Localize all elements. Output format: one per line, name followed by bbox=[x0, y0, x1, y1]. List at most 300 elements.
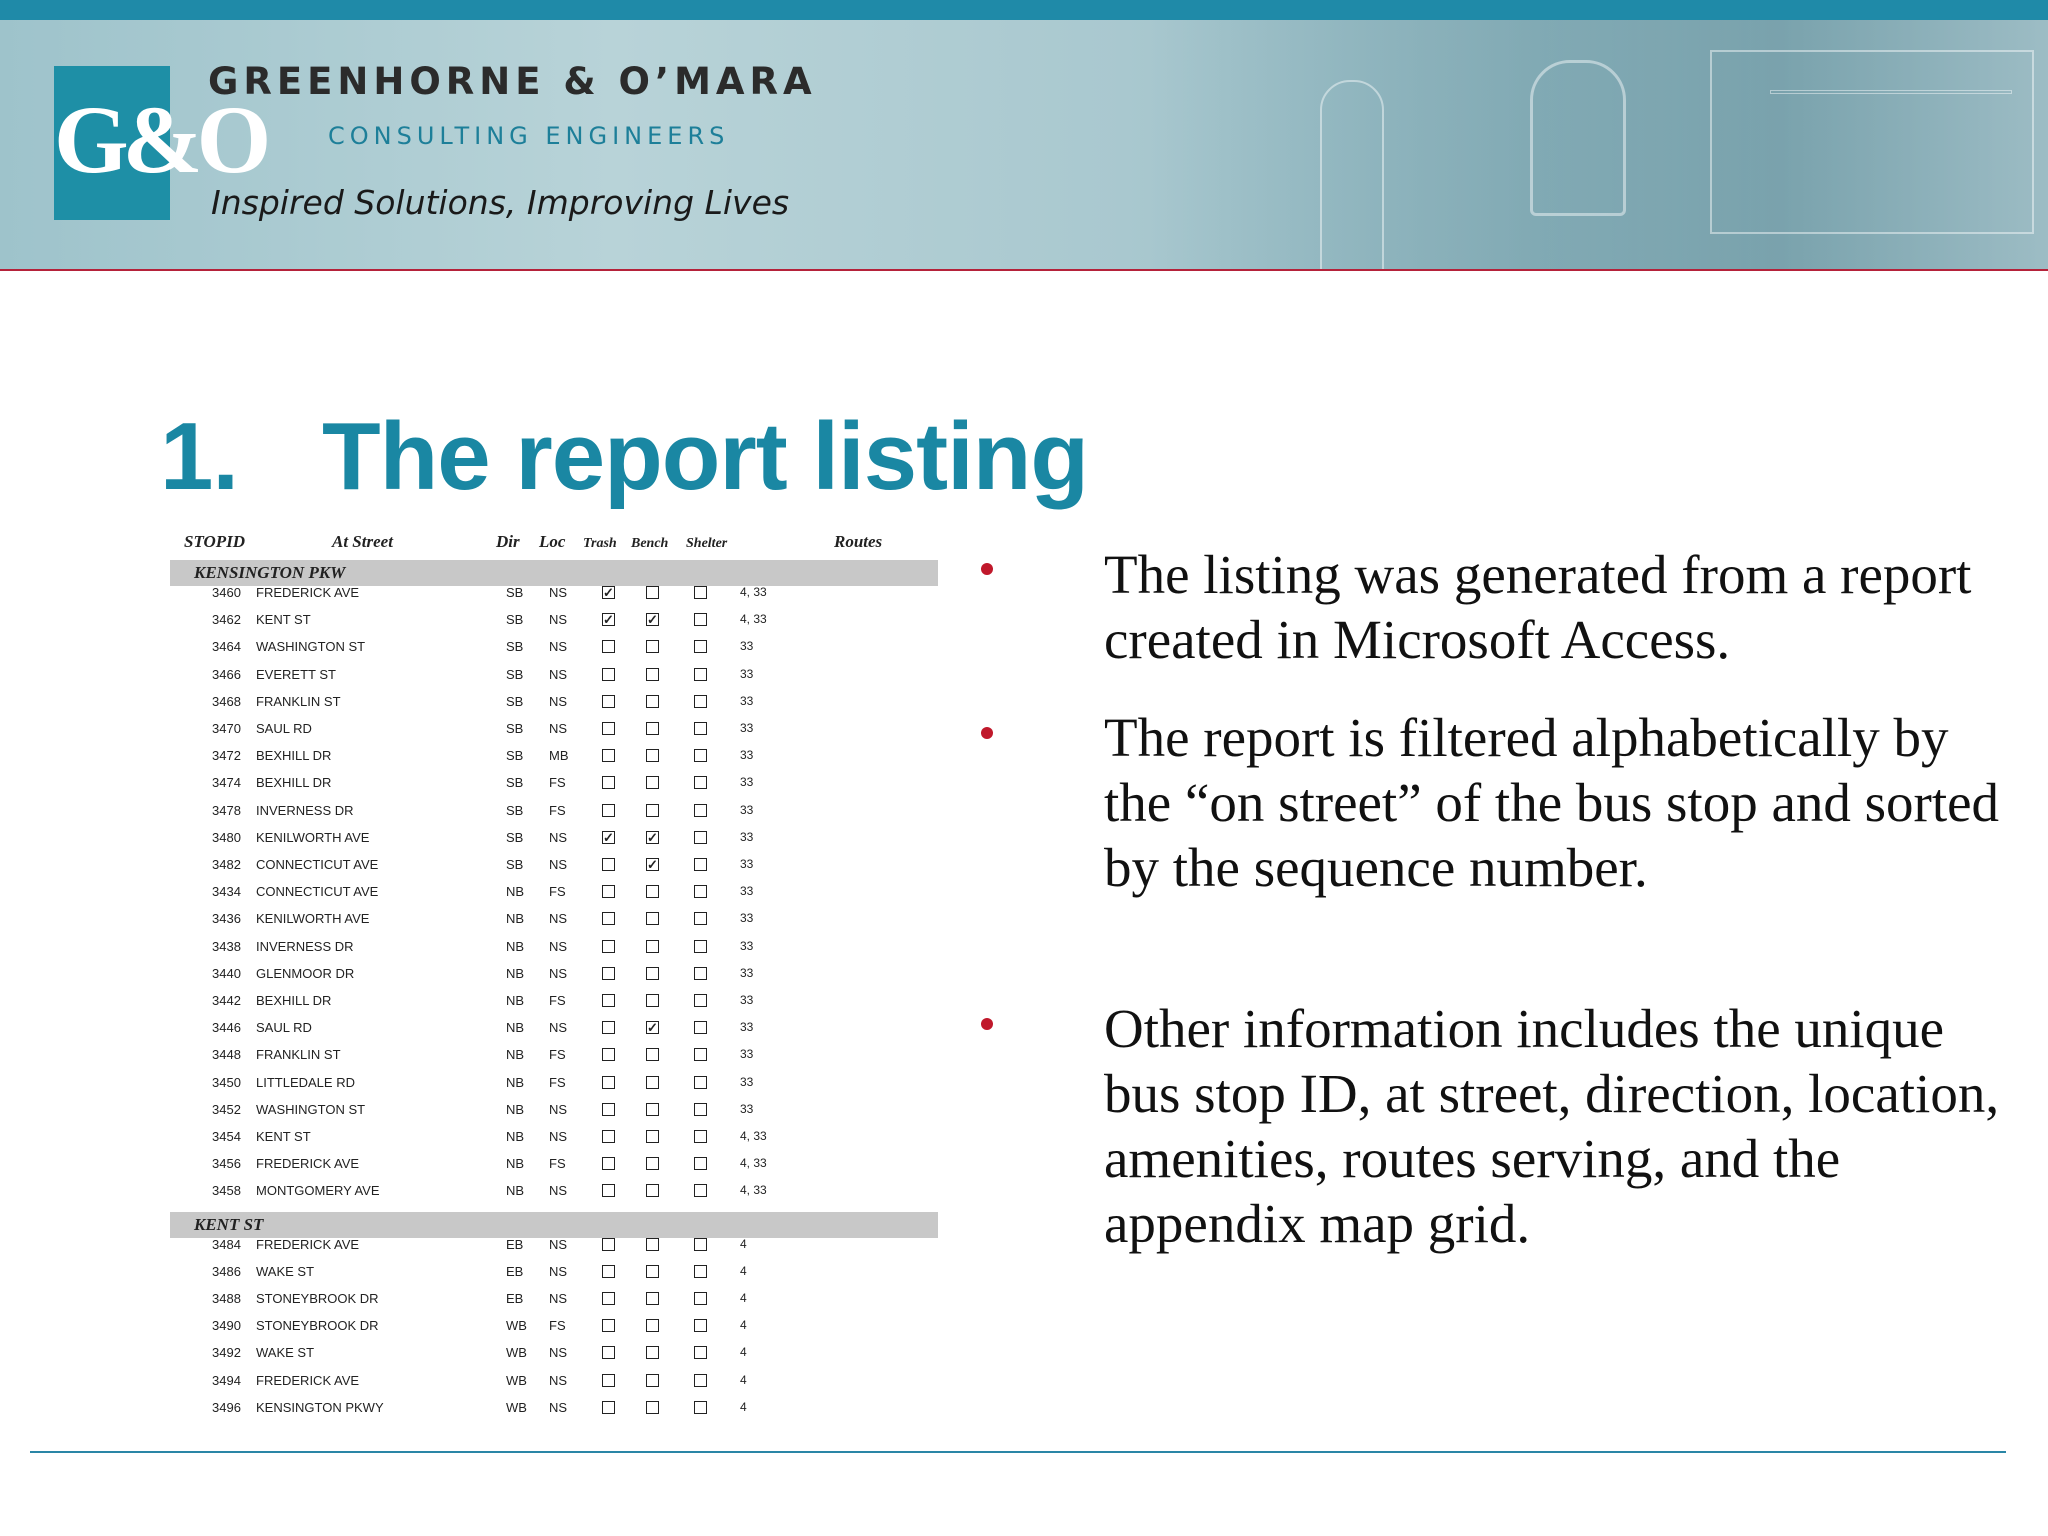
routes-cell: 4, 33 bbox=[740, 1156, 767, 1171]
direction-cell: SB bbox=[506, 857, 524, 872]
routes-cell: 33 bbox=[740, 911, 754, 926]
table-row bbox=[166, 1340, 946, 1367]
bench-checkbox: ✓ bbox=[647, 612, 658, 628]
at-street-cell: BEXHILL DR bbox=[256, 775, 332, 791]
trash-checkbox bbox=[602, 858, 615, 871]
shelter-checkbox bbox=[694, 695, 707, 708]
bench-checkbox bbox=[646, 940, 659, 953]
stop-id-cell: 3474 bbox=[212, 775, 241, 791]
banner-photo bbox=[1150, 20, 2048, 269]
shelter-checkbox bbox=[694, 912, 707, 925]
location-cell: FS bbox=[549, 1156, 566, 1172]
routes-cell: 4 bbox=[740, 1399, 747, 1414]
routes-cell: 4 bbox=[740, 1291, 747, 1305]
shelter-checkbox bbox=[694, 1157, 707, 1170]
header-bench: Bench bbox=[631, 536, 669, 551]
company-logo bbox=[54, 66, 266, 220]
stop-id-cell: 3480 bbox=[212, 829, 241, 845]
stop-id-cell: 3450 bbox=[212, 1074, 241, 1090]
location-cell: NS bbox=[549, 1236, 568, 1252]
shelter-checkbox bbox=[694, 831, 707, 844]
at-street-cell: FREDERICK AVE bbox=[256, 1236, 360, 1252]
table-row bbox=[166, 1042, 946, 1069]
trash-checkbox bbox=[602, 1265, 615, 1278]
shelter-checkbox bbox=[694, 1184, 707, 1197]
at-street-cell: WASHINGTON ST bbox=[256, 639, 366, 655]
trash-checkbox bbox=[602, 776, 615, 789]
shelter-checkbox bbox=[694, 613, 707, 626]
table-row bbox=[166, 1124, 946, 1151]
shelter-checkbox bbox=[694, 1292, 707, 1305]
trash-checkbox bbox=[602, 1103, 615, 1116]
table-row bbox=[166, 1097, 946, 1124]
table-row bbox=[166, 1178, 946, 1205]
direction-cell: NB bbox=[506, 1101, 525, 1117]
bench-checkbox bbox=[646, 1401, 659, 1414]
trash-checkbox bbox=[602, 695, 615, 708]
shelter-checkbox bbox=[694, 967, 707, 980]
direction-cell: SB bbox=[506, 748, 524, 764]
at-street-cell: STONEYBROOK DR bbox=[256, 1318, 379, 1334]
routes-cell: 4 bbox=[740, 1345, 747, 1360]
routes-cell: 4 bbox=[740, 1372, 747, 1387]
location-cell: NS bbox=[549, 1399, 568, 1415]
location-cell: NS bbox=[549, 1372, 568, 1388]
at-street-cell: SAUL RD bbox=[256, 1020, 312, 1036]
header-banner bbox=[0, 0, 2048, 271]
location-cell: FS bbox=[549, 775, 566, 791]
at-street-cell: KENT ST bbox=[256, 612, 311, 628]
routes-cell: 33 bbox=[740, 748, 754, 763]
table-row bbox=[166, 770, 946, 797]
location-cell: NS bbox=[549, 693, 568, 709]
shelter-checkbox bbox=[694, 640, 707, 653]
trash-checkbox bbox=[602, 1401, 615, 1414]
trash-checkbox bbox=[602, 1292, 615, 1305]
bench-checkbox bbox=[646, 885, 659, 898]
direction-cell: WB bbox=[506, 1372, 527, 1388]
trash-checkbox bbox=[602, 1130, 615, 1143]
direction-cell: NB bbox=[506, 1047, 525, 1063]
table-row bbox=[166, 1259, 946, 1286]
at-street-cell: KENILWORTH AVE bbox=[256, 911, 370, 927]
routes-cell: 33 bbox=[740, 993, 754, 1007]
stop-id-cell: 3456 bbox=[212, 1156, 241, 1172]
stop-id-cell: 3492 bbox=[212, 1345, 241, 1361]
stop-id-cell: 3466 bbox=[212, 666, 241, 682]
routes-cell: 33 bbox=[740, 775, 754, 790]
direction-cell: SB bbox=[506, 666, 524, 682]
bench-checkbox bbox=[646, 1292, 659, 1305]
stop-id-cell: 3438 bbox=[212, 938, 241, 954]
stop-id-cell: 3490 bbox=[212, 1318, 241, 1334]
at-street-cell: GLENMOOR DR bbox=[256, 965, 355, 981]
location-cell: NS bbox=[549, 829, 568, 845]
group-header-label: KENT ST bbox=[194, 1214, 264, 1234]
shelter-checkbox bbox=[694, 1048, 707, 1061]
shelter-checkbox bbox=[694, 1238, 707, 1251]
shelter-checkbox bbox=[694, 776, 707, 789]
stop-id-cell: 3458 bbox=[212, 1183, 241, 1199]
routes-cell: 33 bbox=[740, 1020, 754, 1035]
table-row bbox=[166, 716, 946, 743]
at-street-cell: WAKE ST bbox=[256, 1345, 315, 1361]
stop-id-cell: 3440 bbox=[212, 965, 241, 981]
routes-cell: 33 bbox=[740, 666, 754, 681]
bench-checkbox bbox=[646, 1265, 659, 1278]
direction-cell: SB bbox=[506, 612, 524, 628]
location-cell: NS bbox=[549, 1291, 568, 1306]
trash-checkbox: ✓ bbox=[603, 585, 614, 600]
stop-id-cell: 3442 bbox=[212, 993, 241, 1008]
bullet-item: The listing was generated from a report created in Microsoft Access. bbox=[1104, 544, 1972, 670]
bench-checkbox bbox=[646, 749, 659, 762]
header-shelter: Shelter bbox=[686, 536, 728, 551]
location-cell: MB bbox=[549, 748, 569, 764]
table-row bbox=[166, 743, 946, 770]
table-row bbox=[166, 1286, 946, 1313]
shelter-checkbox bbox=[694, 1130, 707, 1143]
at-street-cell: FRANKLIN ST bbox=[256, 693, 341, 709]
direction-cell: SB bbox=[506, 585, 524, 600]
slide-number: 1. bbox=[160, 403, 239, 510]
trash-checkbox bbox=[602, 1048, 615, 1061]
bench-checkbox bbox=[646, 912, 659, 925]
bullet-item: Other information includes the unique bus stop ID, at street, direction, location, amenities, routes serving, and the appendix map grid. bbox=[1104, 998, 2000, 1254]
bench-checkbox bbox=[646, 804, 659, 817]
direction-cell: NB bbox=[506, 938, 525, 954]
trash-checkbox bbox=[602, 1184, 615, 1197]
location-cell: NS bbox=[549, 857, 568, 872]
table-row bbox=[166, 961, 946, 988]
table-row bbox=[166, 1070, 946, 1097]
table-row bbox=[166, 634, 946, 661]
shelter-checkbox bbox=[694, 1319, 707, 1332]
routes-cell: 33 bbox=[740, 857, 754, 871]
header-dir: Dir bbox=[496, 532, 520, 551]
direction-cell: WB bbox=[506, 1399, 527, 1415]
trash-checkbox: ✓ bbox=[603, 829, 614, 845]
stop-id-cell: 3482 bbox=[212, 857, 241, 872]
bullet-marker bbox=[981, 727, 993, 739]
bench-checkbox: ✓ bbox=[647, 1020, 658, 1036]
trash-checkbox bbox=[602, 967, 615, 980]
slide-title-text: The report listing bbox=[322, 403, 1089, 510]
location-cell: NS bbox=[549, 639, 568, 655]
bench-checkbox bbox=[646, 1076, 659, 1089]
direction-cell: SB bbox=[506, 721, 524, 736]
stop-id-cell: 3464 bbox=[212, 639, 241, 655]
shelter-checkbox bbox=[694, 586, 707, 599]
stop-id-cell: 3496 bbox=[212, 1399, 241, 1415]
bench-checkbox bbox=[646, 1238, 659, 1251]
stop-id-cell: 3460 bbox=[212, 585, 241, 600]
stop-id-cell: 3434 bbox=[212, 884, 241, 900]
routes-cell: 33 bbox=[740, 639, 754, 654]
at-street-cell: FREDERICK AVE bbox=[256, 1372, 360, 1388]
shelter-checkbox bbox=[694, 1346, 707, 1359]
stop-id-cell: 3454 bbox=[212, 1129, 241, 1144]
routes-cell: 33 bbox=[740, 938, 754, 953]
banner-top-bar bbox=[0, 0, 2048, 20]
footer-divider bbox=[30, 1451, 2006, 1453]
direction-cell: SB bbox=[506, 639, 524, 655]
stop-id-cell: 3488 bbox=[212, 1291, 241, 1306]
at-street-cell: CONNECTICUT AVE bbox=[256, 857, 379, 872]
direction-cell: NB bbox=[506, 1156, 525, 1172]
shelter-checkbox bbox=[694, 1103, 707, 1116]
at-street-cell: KENILWORTH AVE bbox=[256, 829, 370, 845]
trash-checkbox bbox=[602, 668, 615, 681]
location-cell: FS bbox=[549, 1318, 566, 1334]
routes-cell: 4, 33 bbox=[740, 1129, 767, 1143]
trash-checkbox bbox=[602, 994, 615, 1007]
direction-cell: EB bbox=[506, 1263, 524, 1279]
direction-cell: SB bbox=[506, 693, 524, 709]
routes-cell: 33 bbox=[740, 884, 754, 899]
bench-checkbox bbox=[646, 640, 659, 653]
location-cell: NS bbox=[549, 1101, 568, 1117]
trash-checkbox bbox=[602, 722, 615, 735]
stop-id-cell: 3446 bbox=[212, 1020, 241, 1036]
stop-id-cell: 3486 bbox=[212, 1263, 241, 1279]
header-trash: Trash bbox=[583, 536, 617, 551]
table-row bbox=[166, 798, 946, 825]
trash-checkbox bbox=[602, 640, 615, 653]
trash-checkbox: ✓ bbox=[603, 612, 614, 628]
table-row bbox=[166, 1395, 946, 1422]
bench-checkbox bbox=[646, 695, 659, 708]
table-row bbox=[166, 607, 946, 634]
table-row bbox=[166, 662, 946, 689]
table-row bbox=[166, 1151, 946, 1178]
routes-cell: 33 bbox=[740, 829, 754, 844]
routes-cell: 4 bbox=[740, 1263, 747, 1278]
shelter-checkbox bbox=[694, 1401, 707, 1414]
at-street-cell: WAKE ST bbox=[256, 1263, 315, 1279]
routes-cell: 33 bbox=[740, 1101, 754, 1116]
direction-cell: SB bbox=[506, 802, 524, 818]
group-header-label: KENSINGTON PKW bbox=[194, 563, 346, 582]
at-street-cell: FRANKLIN ST bbox=[256, 1047, 341, 1063]
location-cell: NS bbox=[549, 666, 568, 682]
at-street-cell: INVERNESS DR bbox=[256, 938, 354, 954]
direction-cell: NB bbox=[506, 884, 525, 900]
stop-id-cell: 3484 bbox=[212, 1236, 241, 1252]
header-loc: Loc bbox=[539, 532, 566, 551]
bench-checkbox bbox=[646, 1184, 659, 1197]
routes-cell: 33 bbox=[740, 693, 754, 708]
at-street-cell: INVERNESS DR bbox=[256, 802, 354, 818]
routes-cell: 4, 33 bbox=[740, 612, 767, 627]
location-cell: NS bbox=[549, 1345, 568, 1361]
shelter-checkbox bbox=[694, 994, 707, 1007]
shelter-checkbox bbox=[694, 1076, 707, 1089]
shelter-checkbox bbox=[694, 804, 707, 817]
location-cell: NS bbox=[549, 1129, 568, 1144]
bench-checkbox bbox=[646, 1374, 659, 1387]
location-cell: NS bbox=[549, 612, 568, 628]
company-subtitle: CONSULTING ENGINEERS bbox=[328, 122, 730, 150]
stop-id-cell: 3494 bbox=[212, 1372, 241, 1388]
shelter-checkbox bbox=[694, 885, 707, 898]
at-street-cell: KENSINGTON PKWY bbox=[256, 1399, 384, 1415]
shelter-checkbox bbox=[694, 858, 707, 871]
bullet-marker bbox=[981, 563, 993, 575]
table-row bbox=[166, 1313, 946, 1340]
direction-cell: NB bbox=[506, 1183, 525, 1199]
location-cell: NS bbox=[549, 1263, 568, 1279]
banner-divider bbox=[0, 269, 2048, 271]
shelter-checkbox bbox=[694, 749, 707, 762]
bench-checkbox bbox=[646, 1346, 659, 1359]
report-listing bbox=[166, 530, 946, 1430]
bullet-item: The report is filtered alphabetically by the “on street” of the bus stop and sorted by the sequence number. bbox=[1104, 707, 2000, 898]
location-cell: NS bbox=[549, 965, 568, 981]
at-street-cell: STONEYBROOK DR bbox=[256, 1291, 379, 1306]
trash-checkbox bbox=[602, 940, 615, 953]
at-street-cell: WASHINGTON ST bbox=[256, 1101, 366, 1117]
stop-id-cell: 3436 bbox=[212, 911, 241, 927]
location-cell: NS bbox=[549, 585, 568, 600]
direction-cell: NB bbox=[506, 1020, 525, 1036]
trash-checkbox bbox=[602, 1374, 615, 1387]
bench-checkbox bbox=[646, 776, 659, 789]
table-row bbox=[166, 825, 946, 852]
routes-cell: 4 bbox=[740, 1236, 747, 1251]
bench-checkbox: ✓ bbox=[647, 829, 658, 845]
at-street-cell: BEXHILL DR bbox=[256, 748, 332, 764]
bench-checkbox bbox=[646, 1103, 659, 1116]
routes-cell: 4, 33 bbox=[740, 1183, 767, 1198]
table-row bbox=[166, 934, 946, 961]
trash-checkbox bbox=[602, 1021, 615, 1034]
trash-checkbox bbox=[602, 749, 615, 762]
stop-id-cell: 3448 bbox=[212, 1047, 241, 1063]
location-cell: FS bbox=[549, 802, 566, 818]
company-tagline: Inspired Solutions, Improving Lives bbox=[211, 183, 790, 222]
table-row bbox=[166, 906, 946, 933]
stop-id-cell: 3472 bbox=[212, 748, 241, 764]
routes-cell: 4, 33 bbox=[740, 585, 767, 599]
table-row bbox=[166, 580, 946, 607]
location-cell: FS bbox=[549, 1047, 566, 1063]
bench-checkbox bbox=[646, 1130, 659, 1143]
direction-cell: WB bbox=[506, 1345, 527, 1361]
stop-id-cell: 3452 bbox=[212, 1101, 241, 1117]
table-row bbox=[166, 852, 946, 879]
at-street-cell: FREDERICK AVE bbox=[256, 1156, 360, 1172]
table-row bbox=[166, 879, 946, 906]
at-street-cell: SAUL RD bbox=[256, 721, 312, 736]
routes-cell: 33 bbox=[740, 1074, 754, 1089]
trash-checkbox bbox=[602, 1076, 615, 1089]
direction-cell: EB bbox=[506, 1236, 524, 1252]
routes-cell: 33 bbox=[740, 1047, 754, 1062]
location-cell: FS bbox=[549, 993, 566, 1008]
table-row bbox=[166, 988, 946, 1015]
at-street-cell: LITTLEDALE RD bbox=[256, 1074, 355, 1090]
routes-cell: 33 bbox=[740, 802, 754, 817]
stop-id-cell: 3478 bbox=[212, 802, 241, 818]
at-street-cell: FREDERICK AVE bbox=[256, 585, 360, 600]
direction-cell: SB bbox=[506, 829, 524, 845]
trash-checkbox bbox=[602, 804, 615, 817]
direction-cell: WB bbox=[506, 1318, 527, 1334]
bench-checkbox bbox=[646, 586, 659, 599]
bench-checkbox bbox=[646, 1157, 659, 1170]
direction-cell: NB bbox=[506, 911, 525, 927]
location-cell: NS bbox=[549, 1183, 568, 1199]
direction-cell: NB bbox=[506, 993, 525, 1008]
shelter-checkbox bbox=[694, 722, 707, 735]
shelter-checkbox bbox=[694, 1265, 707, 1278]
location-cell: NS bbox=[549, 911, 568, 927]
shelter-checkbox bbox=[694, 668, 707, 681]
routes-cell: 4 bbox=[740, 1318, 747, 1333]
at-street-cell: EVERETT ST bbox=[256, 666, 336, 682]
routes-cell: 33 bbox=[740, 965, 754, 980]
shelter-checkbox bbox=[694, 940, 707, 953]
direction-cell: NB bbox=[506, 1074, 525, 1090]
trash-checkbox bbox=[602, 1346, 615, 1359]
company-name: GREENHORNE & O’MARA bbox=[208, 60, 817, 103]
trash-checkbox bbox=[602, 885, 615, 898]
location-cell: NS bbox=[549, 1020, 568, 1036]
header-at-street: At Street bbox=[332, 532, 393, 551]
bench-checkbox bbox=[646, 994, 659, 1007]
location-cell: FS bbox=[549, 1074, 566, 1090]
bench-checkbox bbox=[646, 1048, 659, 1061]
stop-id-cell: 3468 bbox=[212, 693, 241, 709]
header-stopid: STOPID bbox=[184, 532, 246, 551]
bench-checkbox bbox=[646, 668, 659, 681]
location-cell: NS bbox=[549, 721, 568, 736]
trash-checkbox bbox=[602, 1238, 615, 1251]
stop-id-cell: 3462 bbox=[212, 612, 241, 628]
location-cell: FS bbox=[549, 884, 566, 900]
slide-title bbox=[160, 402, 1088, 512]
trash-checkbox bbox=[602, 1157, 615, 1170]
at-street-cell: BEXHILL DR bbox=[256, 993, 332, 1008]
routes-cell: 33 bbox=[740, 721, 754, 735]
table-row bbox=[166, 1368, 946, 1395]
logo-mark: G&O bbox=[54, 86, 266, 193]
trash-checkbox bbox=[602, 912, 615, 925]
at-street-cell: KENT ST bbox=[256, 1129, 311, 1144]
bullet-marker bbox=[981, 1018, 993, 1030]
trash-checkbox bbox=[602, 1319, 615, 1332]
direction-cell: SB bbox=[506, 775, 524, 791]
at-street-cell: CONNECTICUT AVE bbox=[256, 884, 379, 900]
table-row bbox=[166, 1232, 946, 1259]
direction-cell: NB bbox=[506, 965, 525, 981]
shelter-checkbox bbox=[694, 1374, 707, 1387]
direction-cell: EB bbox=[506, 1291, 524, 1306]
location-cell: NS bbox=[549, 938, 568, 954]
bench-checkbox: ✓ bbox=[647, 857, 658, 872]
bench-checkbox bbox=[646, 1319, 659, 1332]
bench-checkbox bbox=[646, 722, 659, 735]
stop-id-cell: 3470 bbox=[212, 721, 241, 736]
direction-cell: NB bbox=[506, 1129, 525, 1144]
table-row bbox=[166, 689, 946, 716]
shelter-checkbox bbox=[694, 1021, 707, 1034]
header-routes: Routes bbox=[834, 532, 883, 551]
bench-checkbox bbox=[646, 967, 659, 980]
at-street-cell: MONTGOMERY AVE bbox=[256, 1183, 380, 1199]
table-row bbox=[166, 1015, 946, 1042]
